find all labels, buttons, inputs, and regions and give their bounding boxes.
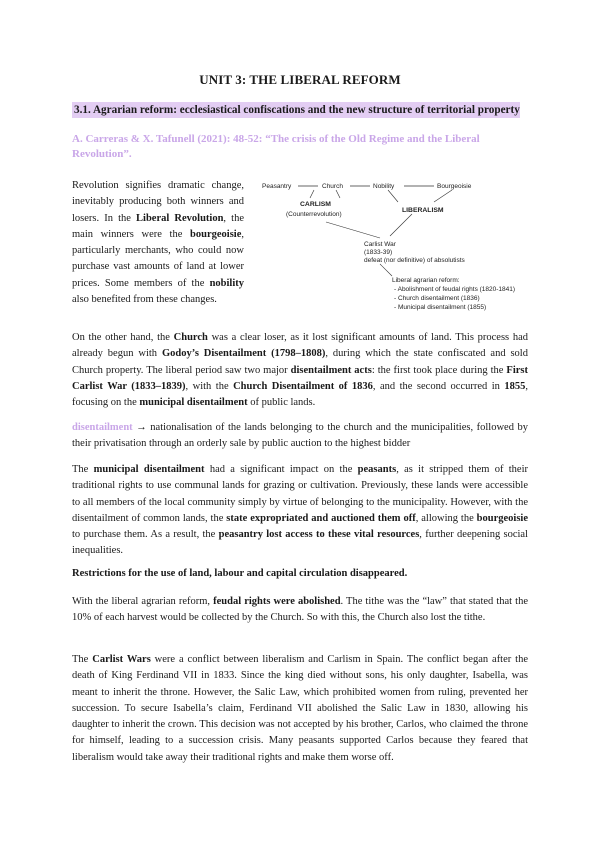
bold-term: Godoy’s Disentailment (1798–1808) (161, 348, 326, 360)
source-line-1: A. Carreras & X. Tafunell (2021): 48-52: “The crisis of the Old Regime and the Liberal (72, 133, 480, 145)
definition-text: nationalisation of the lands belonging to the church and the municipalities, followed by their privatisation through an orderly sale by public auction to the highest bidder (72, 422, 529, 450)
bold-term: Liberal Revolution (136, 212, 224, 224)
paragraph-feudal (72, 594, 528, 627)
section-heading: 3.1. Agrarian reform: ecclesiastical confiscations and the new structure of territorial property (74, 104, 520, 116)
node-carlist-war: Carlist War (364, 241, 396, 248)
intro-paragraph (72, 178, 244, 308)
bold-term: Church Disentailment of 1836 (233, 380, 373, 392)
paragraph-municipal (72, 462, 528, 560)
text-run: also benefited from these changes. (72, 294, 217, 306)
text-run: , allowing the (415, 512, 477, 524)
diagram-svg (252, 176, 532, 326)
paragraph-carlist-wars (72, 652, 528, 766)
node-church: Church (322, 183, 343, 190)
node-carlism: CARLISM (300, 201, 331, 208)
definition-term: disentailment (72, 422, 133, 433)
reform-item: - Municipal disentailment (1855) (394, 304, 487, 311)
connector-line (336, 190, 340, 198)
text-run: of public lands. (247, 397, 316, 409)
connector-line (390, 214, 412, 236)
text-run: , particularly merchants, who could now purchase vast amounts of land at lower prices. Some members of the (72, 228, 244, 289)
text-run: The (72, 654, 93, 665)
reform-item: - Church disentailment (1836) (394, 295, 480, 302)
node-peasantry: Peasantry (262, 183, 292, 190)
text-run: , as it stripped them of their traditional rights to use communal lands for grazing or cultivation. Previously, these lands were accessible to all members of the local community simply by virtue of belonging to the municipality. However, with the disentailment of common lands, the (72, 464, 528, 524)
source-line-2: Revolution”. (72, 148, 132, 160)
bold-term: bourgeoisie (190, 228, 242, 240)
connector-line (434, 190, 452, 202)
node-carlist-war-note: defeat (nor definitive) of absolutists (364, 257, 465, 264)
connector-line (388, 190, 398, 202)
text-run: was a clear loser, as it lost significant amounts of land. This process had already begun with (72, 332, 528, 360)
connector-line (380, 264, 392, 276)
node-reform-title: Liberal agrarian reform: (392, 277, 460, 284)
text-run: , and the second occurred in (372, 380, 505, 392)
text-run: , with the (185, 380, 234, 392)
social-groups-diagram (252, 176, 532, 326)
bold-term: municipal disentailment (139, 397, 248, 409)
bold-term: 1855 (504, 380, 526, 392)
text-run: were a conflict between liberalism and Carlism in Spain. The conflict began after the death of King Ferdinand VII in 1833. Since the king died without sons, his only daughter, Isabella, was meant to inherit the throne. However, the Salic Law, which prohibited women from ruling, prevented her succession. To secure Isabella’s claim, Ferdinand VII abolished the Salic Law in 1830, allowing his daughter to inherit the crown. This decision was not accepted by his brother, Carlos, who claimed the throne for himself, leading to a succession crisis. Many peasants supported Carlos because they feared that liberalism would take away their traditional rights and make them worse off. (72, 654, 528, 763)
bold-term: feudal rights were abolished (213, 596, 341, 607)
arrow-icon: → (132, 422, 151, 433)
text-run: , during which the state confiscated and sold Church property. The liberal period saw two major (72, 348, 528, 376)
bold-term: First Carlist War (1833–1839) (72, 364, 528, 392)
text-run: The (72, 464, 94, 475)
reform-item: - Abolishment of feudal rights (1820-1841) (394, 286, 516, 293)
text-run: to purchase them. As a result, the (72, 529, 219, 541)
definition-disentailment (72, 420, 528, 453)
bold-term: Restrictions for the use of land, labour and capital circulation disappeared. (72, 568, 408, 579)
node-liberalism: LIBERALISM (402, 207, 444, 214)
node-carlist-war-dates: (1833-39) (364, 249, 393, 256)
connector-line (326, 222, 380, 238)
restrictions-heading (72, 566, 528, 582)
page-title: UNIT 3: THE LIBERAL REFORM (199, 72, 401, 87)
text-run: . The tithe was the “law” that stated that the 10% of each harvest would be collected by the Church. So with this, the Church also lost the tithe. (72, 596, 528, 624)
paragraph-church (72, 330, 528, 411)
bold-term: state expropriated and auctioned them off (226, 512, 416, 524)
bold-term: Church (173, 332, 208, 343)
text-run: On the other hand, the (72, 332, 174, 343)
text-run: , focusing on the (72, 380, 528, 409)
bold-term: peasants (357, 464, 397, 475)
text-run: Revolution signifies dramatic change, inevitably producing both winners and losers. In the (72, 180, 244, 224)
text-run: : the first took place during the (371, 364, 507, 376)
node-carlism-sub: (Counterrevolution) (286, 211, 342, 218)
bold-term: bourgeoisie (476, 512, 529, 524)
bold-term: disentailment acts (290, 364, 372, 376)
text-run: With the liberal agrarian reform, (72, 596, 214, 607)
text-run: had a significant impact on the (204, 464, 358, 475)
bold-term: municipal disentailment (93, 464, 205, 475)
bold-term: peasantry lost access to these vital resources (218, 529, 420, 541)
connector-line (310, 190, 314, 198)
text-run: , the main winners were the (72, 212, 244, 240)
node-bourgeoisie: Bourgeoisie (437, 183, 472, 190)
source-citation (72, 132, 528, 162)
bold-term: Carlist Wars (92, 654, 151, 665)
node-nobility: Nobility (373, 183, 395, 190)
bold-term: nobility (209, 277, 244, 289)
text-run: , further deepening social inequalities. (72, 529, 528, 557)
